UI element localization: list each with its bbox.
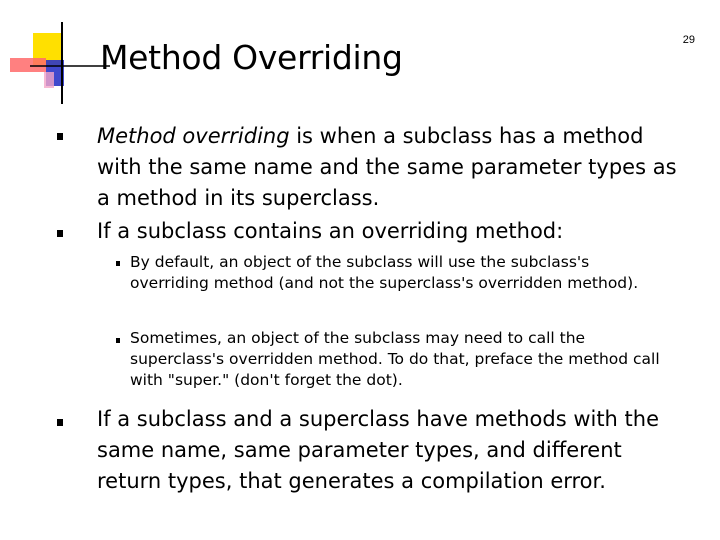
bullet-item-2: If a subclass contains an overriding method: <box>97 219 564 243</box>
sub-bullet-square-icon <box>116 338 120 343</box>
sub-bullet-item-2: Sometimes, an object of the subclass may need to call the superclass's overridden method. To do that, preface the method call with "super." (don't forget the dot). <box>130 329 660 389</box>
bullet-item-1 <box>97 121 677 214</box>
sub-bullet-item-1: By default, an object of the subclass will use the subclass's overriding method (and not the superclass's overridden method). <box>130 253 639 292</box>
term-emphasis: Method overriding <box>97 124 290 148</box>
page-number: 29 <box>682 34 695 46</box>
bullet-square-icon <box>57 419 63 426</box>
bullet-square-icon <box>57 133 63 140</box>
bullet-item-3: If a subclass and a superclass have methods with the same name, same parameter types, and different return types, that generates a compilation error. <box>97 407 660 493</box>
page-title: Method Overriding <box>100 38 403 77</box>
sub-bullet-square-icon <box>116 261 120 266</box>
bullet-square-icon <box>57 230 63 237</box>
bullet-text: is when a subclass has a method with the same name and the same parameter types as a method in its superclass. <box>97 124 677 210</box>
